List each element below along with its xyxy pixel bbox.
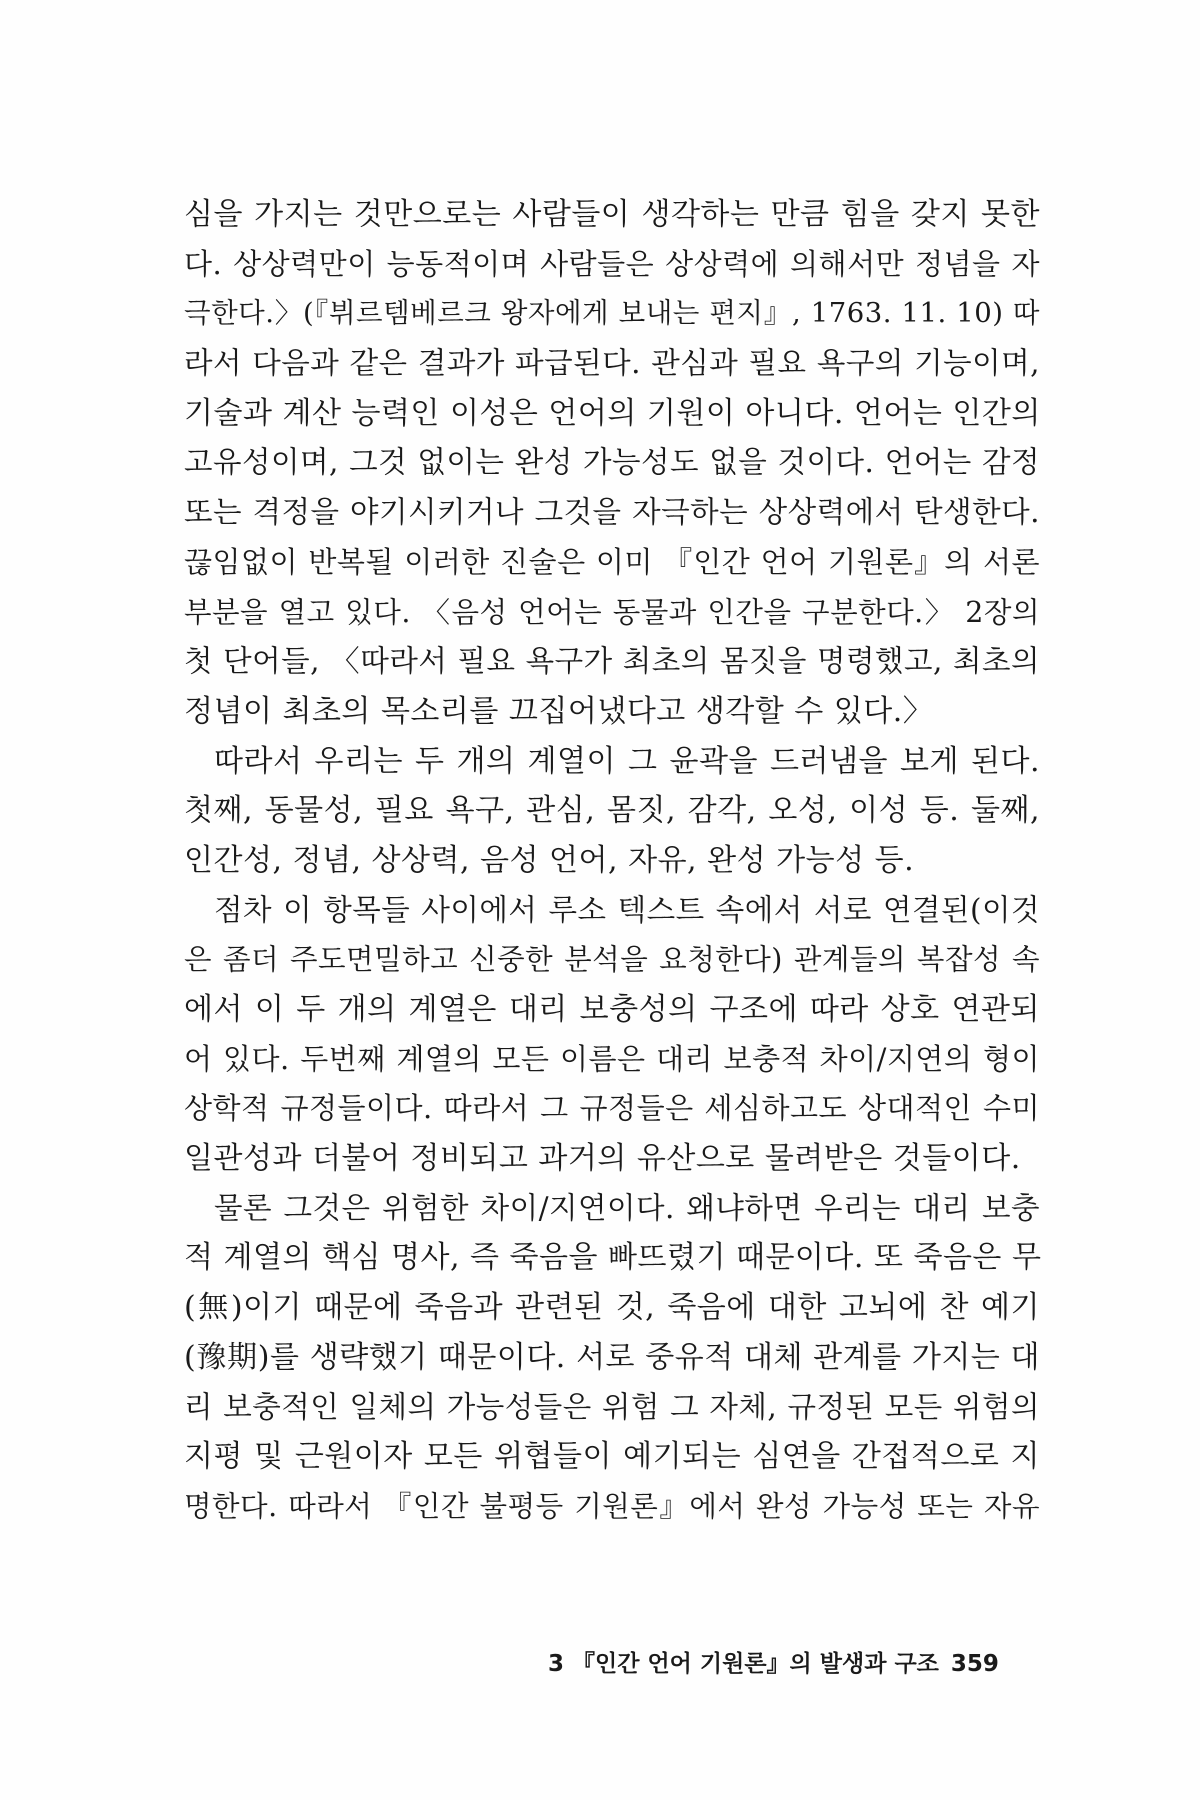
paragraph-start-line: 점차 이 항목들 사이에서 루소 텍스트 속에서 서로 연결된(이것 [214, 892, 1040, 927]
page-number: 359 [950, 1651, 999, 1677]
text-line: 고유성이며, 그것 없이는 완성 가능성도 없을 것이다. 언어는 감정 [184, 445, 1040, 480]
text-line: 다. 상상력만이 능동적이며 사람들은 상상력에 의해서만 정념을 자 [184, 246, 1040, 281]
chapter-number: 3 [548, 1651, 565, 1677]
text-line: 정념이 최초의 목소리를 끄집어냈다고 생각할 수 있다.〉 [184, 693, 934, 729]
text-line: 기술과 계산 능력인 이성은 언어의 기원이 아니다. 언어는 인간의 [184, 395, 1041, 431]
text-line: (豫期)를 생략했기 때문이다. 서로 중유적 대체 관계를 가지는 대 [184, 1339, 1040, 1375]
paragraph-start-line: 물론 그것은 위험한 차이/지연이다. 왜냐하면 우리는 대리 보충 [214, 1190, 1040, 1225]
text-line: 심을 가지는 것만으로는 사람들이 생각하는 만큼 힘을 갖지 못한 [184, 197, 1040, 232]
chapter-title: 『인간 언어 기원론』의 발생과 구조 [572, 1651, 939, 1677]
text-line: 명한다. 따라서 『인간 불평등 기원론』에서 완성 가능성 또는 자유 [184, 1489, 1040, 1523]
text-line: 끊임없이 반복될 이러한 진술은 이미 『인간 언어 기원론』의 서론 [184, 544, 1040, 579]
text-line: 적 계열의 핵심 명사, 즉 죽음을 빠뜨렸기 때문이다. 또 죽음은 무 [184, 1240, 1042, 1276]
text-line: 지평 및 근원이자 모든 위협들이 예기되는 심연을 간접적으로 지 [184, 1439, 1040, 1475]
text-line: 일관성과 더불어 정비되고 과거의 유산으로 물려받은 것들이다. [184, 1141, 1021, 1177]
text-line: 은 좀더 주도면밀하고 신중한 분석을 요청한다) 관계들의 복잡성 속 [184, 943, 1040, 977]
text-line: 에서 이 두 개의 계열은 대리 보충성의 구조에 따라 상호 연관되 [184, 992, 1040, 1027]
text-line: 리 보충적인 일체의 가능성들은 위험 그 자체, 규정된 모든 위험의 [184, 1389, 1040, 1424]
text-line: 상학적 규정들이다. 따라서 그 규정들은 세심하고도 상대적인 수미 [184, 1091, 1040, 1126]
text-line: 부분을 열고 있다. 〈음성 언어는 동물과 인간을 구분한다.〉 2장의 [184, 595, 1040, 629]
text-line: 극한다.〉(『뷔르템베르크 왕자에게 보내는 편지』, 1763. 11. 10) 따 [184, 297, 1040, 330]
body-text [184, 190, 1040, 1532]
text-line: (無)이기 때문에 죽음과 관련된 것, 죽음에 대한 고뇌에 찬 예기 [184, 1290, 1040, 1326]
text-line: 첫 단어들, 〈따라서 필요 욕구가 최초의 몸짓을 명령했고, 최초의 [184, 644, 1040, 679]
text-line: 첫째, 동물성, 필요 욕구, 관심, 몸짓, 감각, 오성, 이성 등. 둘째, [184, 793, 1040, 829]
text-line: 라서 다음과 같은 결과가 파급된다. 관심과 필요 욕구의 기능이며, [184, 346, 1040, 381]
running-footer [548, 1644, 1008, 1684]
text-line: 어 있다. 두번째 계열의 모든 이름은 대리 보충적 차이/지연의 형이 [184, 1041, 1040, 1076]
text-line: 인간성, 정념, 상상력, 음성 언어, 자유, 완성 가능성 등. [184, 842, 915, 878]
paragraph-start-line: 따라서 우리는 두 개의 계열이 그 윤곽을 드러냄을 보게 된다. [214, 743, 1040, 779]
text-line: 또는 격정을 야기시키거나 그것을 자극하는 상상력에서 탄생한다. [184, 495, 1040, 530]
